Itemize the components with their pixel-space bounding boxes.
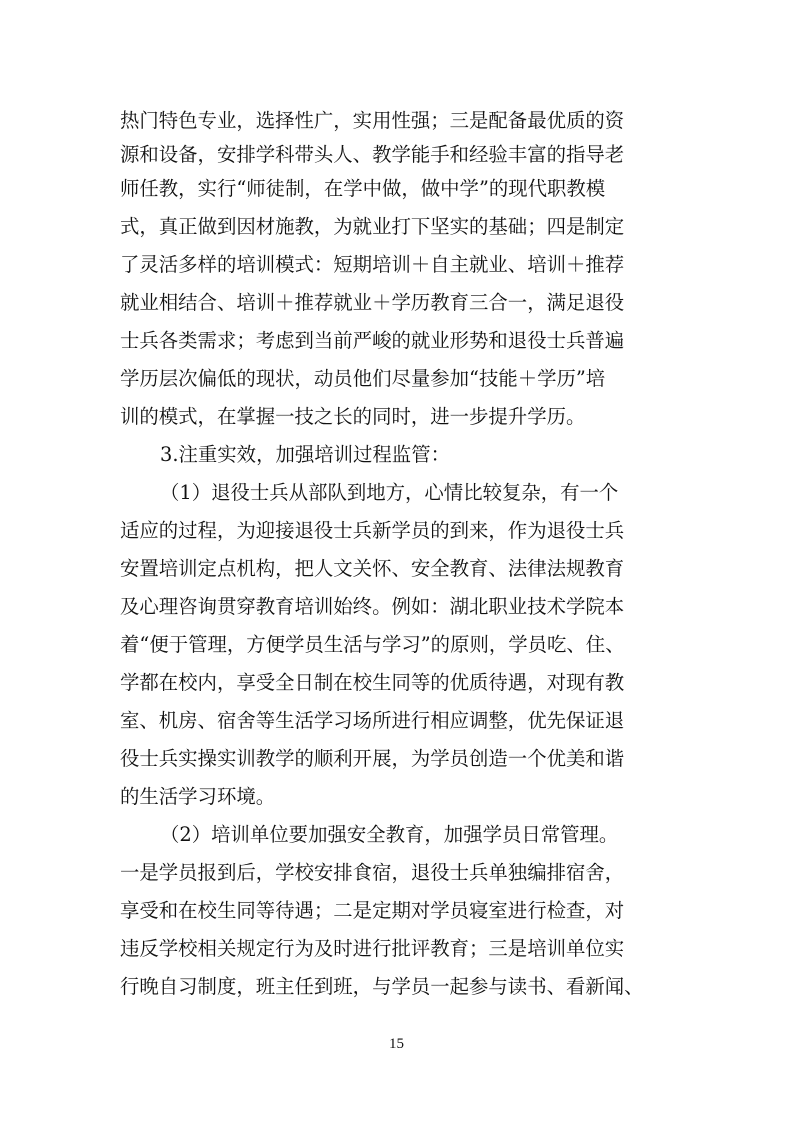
paragraph-line: （1）退役士兵从部队到地方，心情比较复杂，有一个 bbox=[160, 481, 619, 504]
paragraph-line: 学都在校内，享受全日制在校生同等的优质待遇，对现有教 bbox=[120, 671, 625, 694]
paragraph-line: 役士兵实操实训教学的顺利开展，为学员创造一个优美和谐 bbox=[120, 747, 625, 770]
paragraph-line: 训的模式，在掌握一技之长的同时，进一步提升学历。 bbox=[120, 405, 586, 428]
paragraph-line: 着“便于管理，方便学员生活与学习”的原则，学员吃、住、 bbox=[120, 633, 625, 656]
paragraph-line: 安置培训定点机构，把人文关怀、安全教育、法律法规教育 bbox=[120, 557, 625, 580]
page-number: 15 bbox=[389, 1036, 404, 1052]
section-heading: 3.注重实效，加强培训过程监管： bbox=[160, 443, 450, 466]
paragraph-line: 就业相结合、培训＋推荐就业＋学历教育三合一，满足退役 bbox=[120, 291, 625, 314]
paragraph-line: 的生活学习环境。 bbox=[120, 785, 276, 808]
paragraph-line: 了灵活多样的培训模式：短期培训＋自主就业、培训＋推荐 bbox=[120, 253, 625, 276]
paragraph-line: 行晚自习制度，班主任到班，与学员一起参与读书、看新闻、 bbox=[120, 975, 644, 998]
paragraph-line: 享受和在校生同等待遇；二是定期对学员寝室进行检查，对 bbox=[120, 899, 625, 922]
paragraph-line: 式，真正做到因材施教，为就业打下坚实的基础；四是制定 bbox=[120, 215, 625, 238]
paragraph-line: （2）培训单位要加强安全教育，加强学员日常管理。 bbox=[160, 823, 619, 846]
paragraph-line: 一是学员报到后，学校安排食宿，退役士兵单独编排宿舍， bbox=[120, 861, 625, 884]
paragraph-line: 学历层次偏低的现状，动员他们尽量参加“技能＋学历”培 bbox=[120, 367, 606, 390]
paragraph-line: 士兵各类需求；考虑到当前严峻的就业形势和退役士兵普遍 bbox=[120, 329, 625, 352]
paragraph-line: 违反学校相关规定行为及时进行批评教育；三是培训单位实 bbox=[120, 937, 625, 960]
paragraph-line: 源和设备，安排学科带头人、教学能手和经验丰富的指导老 bbox=[120, 143, 625, 166]
paragraph-line: 师任教，实行“师徒制，在学中做，做中学”的现代职教模 bbox=[120, 177, 606, 200]
paragraph-line: 室、机房、宿舍等生活学习场所进行相应调整，优先保证退 bbox=[120, 709, 625, 732]
paragraph-line: 适应的过程，为迎接退役士兵新学员的到来，作为退役士兵 bbox=[120, 519, 625, 542]
paragraph-line: 及心理咨询贯穿教育培训始终。例如：湖北职业技术学院本 bbox=[120, 595, 625, 618]
paragraph-line: 热门特色专业，选择性广，实用性强；三是配备最优质的资 bbox=[120, 109, 625, 132]
